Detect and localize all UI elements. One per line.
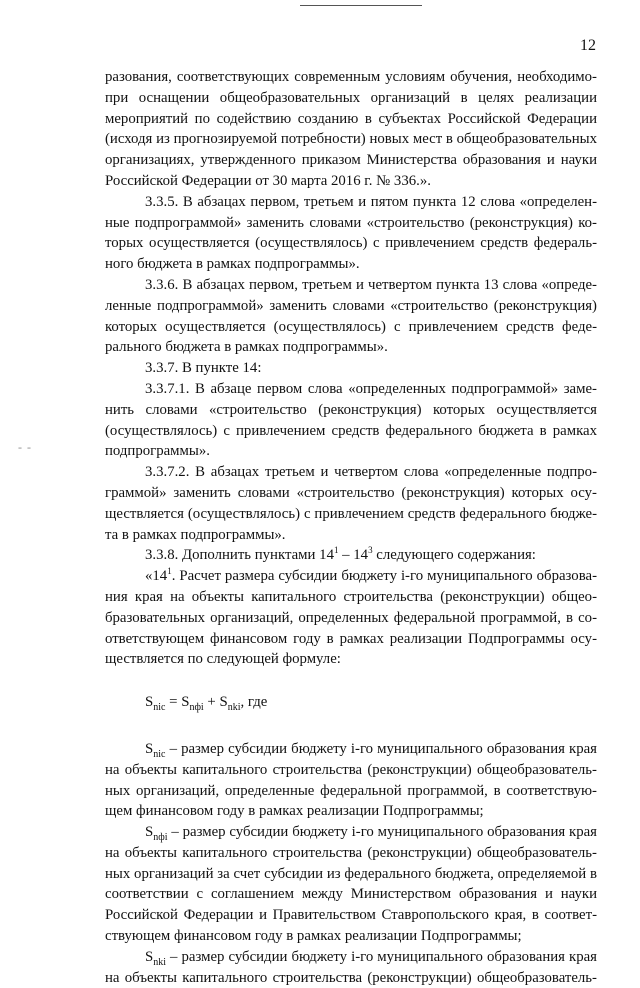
definition-snfi [105, 822, 597, 843]
text-line: мероприятий по содействию созданию в субъектах Российской Федерации [105, 110, 597, 127]
text-line: при оснащении общеобразовательных организаций в целях реализации [105, 89, 597, 106]
formula-symbol: + S [203, 694, 228, 711]
paragraph-3-3-8 [105, 545, 597, 566]
superscript: 1 [167, 566, 172, 577]
text-line: (осуществлялось) с привлечением средств федерального бюджета в рамках [105, 422, 597, 439]
text-span: следующего содержания: [372, 547, 536, 564]
subscript: nфi [189, 702, 204, 714]
text-line: Российской Федерации и Правительством Ставропольского края, в соответ- [105, 907, 597, 924]
text-line: которых осуществляется (осуществлялось) с привлечением средств феде- [105, 318, 597, 335]
subscript: nic [153, 748, 166, 760]
text-span: – размер субсидии бюджету i-го муниципального образования края [166, 948, 597, 965]
text-line: Российской Федерации от 30 марта 2016 г. № 336.». [105, 172, 431, 189]
text-line: торых осуществляется (осуществлялось) с привлечением средств федераль- [105, 235, 597, 252]
subscript: nфi [153, 832, 168, 844]
text-line: ния края на объекты капитального строительства (реконструкции) общео- [105, 588, 597, 605]
text-span: «14 [145, 568, 168, 585]
text-span: – размер субсидии бюджету i-го муниципального образования края [165, 740, 597, 757]
text-line: ствующем финансовом году в рамках реализации Подпрограммы; [105, 928, 522, 945]
text-line: организациях, утвержденного приказом Министерства образования и науки [105, 152, 597, 169]
formula-symbol: S [145, 740, 154, 757]
text-line: на объекты капитального строительства (реконструкции) общеобразователь- [105, 844, 597, 861]
text-line: рального бюджета в рамках подпрограммы». [105, 339, 388, 356]
text-line: соответствии с соглашением между Министерством образования и науки [105, 886, 597, 903]
text-line: ные подпрограммой» заменить словами «строительство (реконструкция) ко- [105, 214, 597, 231]
paragraph-3-3-7-2: 3.3.7.2. В абзацах третьем и четвертом слова «определенные подпро- [145, 464, 597, 481]
text-line: щем финансовом году в рамках реализации Подпрограммы; [105, 803, 484, 820]
superscript: 1 [333, 545, 339, 556]
paragraph-14-1 [105, 566, 597, 587]
paragraph-3-3-7: 3.3.7. В пункте 14: [145, 360, 262, 377]
text-span: . Расчет размера субсидии бюджету i-го муниципального образова- [171, 568, 597, 585]
text-line: подпрограммы». [105, 443, 210, 460]
text-line: граммой» заменить словами «строительство (реконструкция) которых осу- [105, 484, 597, 501]
text-line: на объекты капитального строительства (реконструкции) общеобразователь- [105, 761, 597, 778]
text-line: (исходя из прогнозируемой потребности) новых мест в общеобразовательных [105, 131, 597, 148]
text-span: – размер субсидии бюджету i-го муниципального образования края [167, 824, 597, 841]
formula [105, 692, 597, 713]
formula-symbol: = S [165, 694, 190, 711]
paragraph-3-3-6: 3.3.6. В абзацах первом, третьем и четвертом пункта 13 слова «опреде- [145, 276, 597, 293]
text-line: ных организаций, определенные федеральной программой, в соответствую- [105, 782, 597, 799]
text-span: – 14 [338, 547, 369, 564]
paragraph-3-3-5: 3.3.5. В абзацах первом, третьем и пятом пункта 12 слова «определен- [145, 193, 597, 210]
subscript: nic [153, 702, 166, 714]
top-rule [300, 5, 422, 6]
text-line: ществляется (осуществлялось) с привлечением средств федерального бюдже- [105, 505, 597, 522]
text-line: ответствующем финансовом году в рамках реализации Подпрограммы осу- [105, 630, 597, 647]
spacer [105, 670, 597, 692]
spacer [105, 713, 597, 739]
text-line: на объекты капитального строительства (реконструкции) общеобразователь- [105, 969, 597, 986]
page-number: 12 [580, 37, 596, 54]
text-line: бразовательных организаций, определенных федеральной программой, в со- [105, 609, 597, 626]
text-line: разования, соответствующих современным условиям обучения, необходимо- [105, 69, 597, 85]
text-line: ного бюджета в рамках подпрограммы». [105, 256, 360, 273]
text-line: та в рамках подпрограммы». [105, 526, 286, 543]
text-line: ленные подпрограммой» заменить словами «строительство (реконструкция) [105, 297, 597, 314]
text-line: ных организаций за счет субсидии из федерального бюджета, определяемой в [105, 865, 597, 882]
superscript: 3 [368, 545, 373, 556]
formula-symbol: S [145, 824, 154, 841]
subscript: nki [227, 702, 241, 714]
text-line: нить словами «строительство (реконструкция) которых осуществляется [105, 401, 597, 418]
document-body [105, 67, 597, 988]
text-span: 3.3.8. Дополнить пунктами 14 [145, 547, 334, 564]
subscript: nki [153, 956, 167, 968]
text-span: , где [240, 694, 268, 711]
margin-mark: - - [18, 440, 32, 454]
formula-symbol: S [145, 948, 154, 965]
text-line: ществляется по следующей формуле: [105, 651, 341, 668]
definition-snic [105, 739, 597, 760]
definition-snki [105, 947, 597, 968]
formula-symbol: S [145, 694, 154, 711]
paragraph-3-3-7-1: 3.3.7.1. В абзаце первом слова «определенных подпрограммой» заме- [145, 380, 597, 397]
